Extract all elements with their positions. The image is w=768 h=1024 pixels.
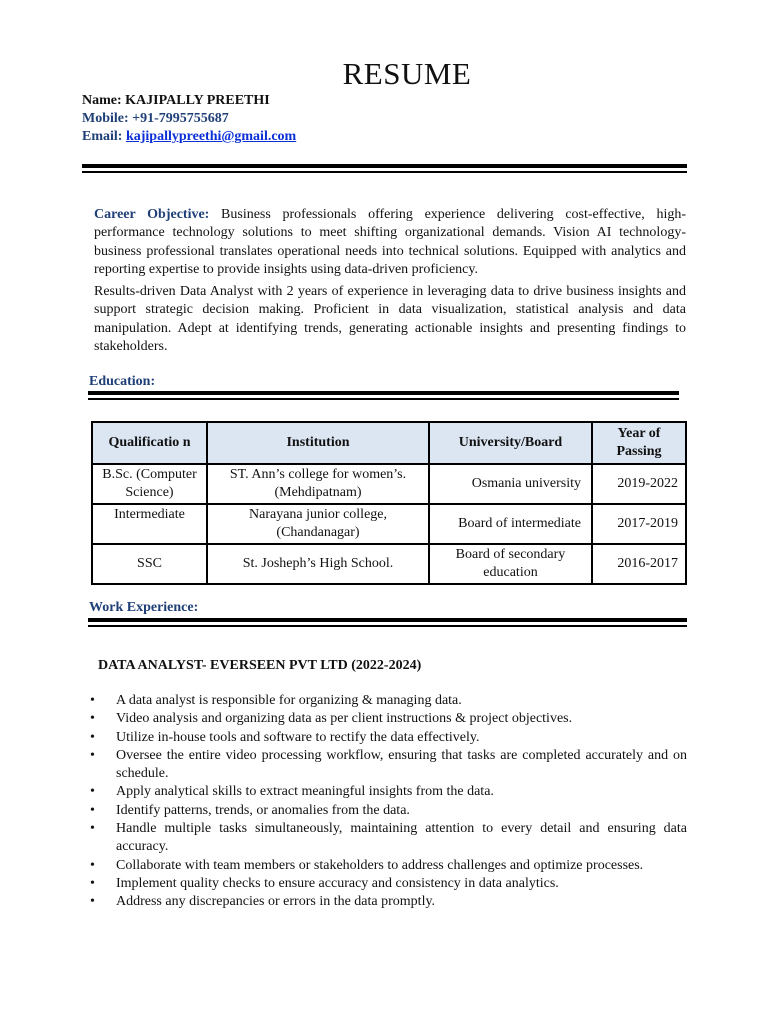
education-table <box>91 421 687 585</box>
table-row <box>92 504 686 544</box>
name-label: Name: <box>82 93 126 108</box>
bullet: • <box>90 729 95 745</box>
duty-text: Address any discrepancies or errors in the data promptly. <box>116 894 436 910</box>
duty-text: Identify patterns, trends, or anomalies from the data. <box>116 802 410 818</box>
work-experience-divider <box>88 618 687 627</box>
bullet: • <box>90 802 95 818</box>
qualification-cell: SSC <box>92 544 207 584</box>
bullet: • <box>90 875 95 891</box>
bullet: • <box>90 894 95 910</box>
duty-text: Video analysis and organizing data as per client instructions & project objectives. <box>116 711 573 727</box>
bullet: • <box>90 857 95 873</box>
duty-text: Collaborate with team members or stakeholders to address challenges and optimize processes. <box>116 857 644 873</box>
mobile-line <box>82 110 229 128</box>
duty-text: Apply analytical skills to extract meaningful insights from the data. <box>116 784 494 800</box>
name-line <box>82 92 270 110</box>
list-item <box>90 857 687 875</box>
work-experience-heading: Work Experience: <box>89 600 199 615</box>
table-row <box>92 464 686 504</box>
candidate-name: KAJIPALLY PREETHI <box>125 93 270 108</box>
list-item <box>90 820 687 857</box>
qualification-cell: B.Sc. (Computer Science) <box>92 464 207 504</box>
board-cell: Board of intermediate <box>429 504 592 544</box>
year-cell: 2019-2022 <box>592 464 686 504</box>
email-link[interactable]: kajipallypreethi@gmail.com <box>125 129 297 144</box>
list-item <box>90 710 687 728</box>
career-objective <box>94 206 686 279</box>
year-cell: 2017-2019 <box>592 504 686 544</box>
summary-paragraph: Results-driven Data Analyst with 2 years of experience in leveraging data to drive business insights and support strategic decision making. Proficient in data visualization, statistical analysis and data manipulation. Adept at identifying trends, generating actionable insights and presenting findings to stakeholders. <box>94 284 686 354</box>
list-item <box>90 747 687 784</box>
duties-list <box>90 692 687 912</box>
career-objective-label: Career Objective: <box>94 207 210 222</box>
education-heading: Education: <box>89 374 156 389</box>
bullet: • <box>90 711 95 727</box>
bullet: • <box>90 747 95 763</box>
institution-cell: Narayana junior college, (Chandanagar) <box>207 504 429 544</box>
mobile-label: Mobile: <box>82 111 133 126</box>
bullet: • <box>90 784 95 800</box>
institution-cell: ST. Ann’s college for women’s. (Mehdipatnam) <box>207 464 429 504</box>
email-label: Email: <box>82 129 126 144</box>
duty-text: Implement quality checks to ensure accuracy and consistency in data analytics. <box>116 875 559 891</box>
column-header-institution: Institution <box>207 422 429 464</box>
email-line <box>82 128 296 146</box>
bullet: • <box>90 693 95 708</box>
column-header-year: Year of Passing <box>592 422 686 464</box>
year-cell: 2016-2017 <box>592 544 686 584</box>
column-header-board: University/Board <box>429 422 592 464</box>
career-objective-text: Business professionals offering experience delivering cost-effective, high-performance technology solutions to meet shifting organizational demands. Vision AI technology-business professional translates operational needs into technical solutions. Equipped with analytics and reporting expertise to provide insights using data-driven proficiency. <box>94 207 686 277</box>
header-divider <box>82 164 687 173</box>
page-title: RESUME <box>342 56 472 91</box>
list-item <box>90 893 687 911</box>
column-header-qualification: Qualificatio n <box>92 422 207 464</box>
job-title: DATA ANALYST- EVERSEEN PVT LTD (2022-2024) <box>98 658 422 673</box>
duty-text: Handle multiple tasks simultaneously, maintaining attention to every detail and ensuring data accuracy. <box>116 821 687 855</box>
duty-text: Utilize in-house tools and software to rectify the data effectively. <box>116 729 480 745</box>
list-item <box>90 875 687 893</box>
institution-cell: St. Josheph’s High School. <box>207 544 429 584</box>
duty-text: A data analyst is responsible for organizing & managing data. <box>116 693 462 708</box>
list-item <box>90 729 687 747</box>
bullet: • <box>90 821 95 837</box>
list-item <box>90 692 687 710</box>
board-cell: Board of secondary education <box>429 544 592 584</box>
list-item <box>90 802 687 820</box>
list-item <box>90 783 687 801</box>
education-table-header <box>92 422 686 464</box>
education-divider <box>88 391 679 400</box>
qualification-cell: Intermediate <box>92 504 207 544</box>
board-cell: Osmania university <box>429 464 592 504</box>
table-row <box>92 544 686 584</box>
mobile-number: +91-7995755687 <box>132 111 229 126</box>
duty-text: Oversee the entire video processing workflow, ensuring that tasks are completed accurately and on schedule. <box>116 747 687 782</box>
